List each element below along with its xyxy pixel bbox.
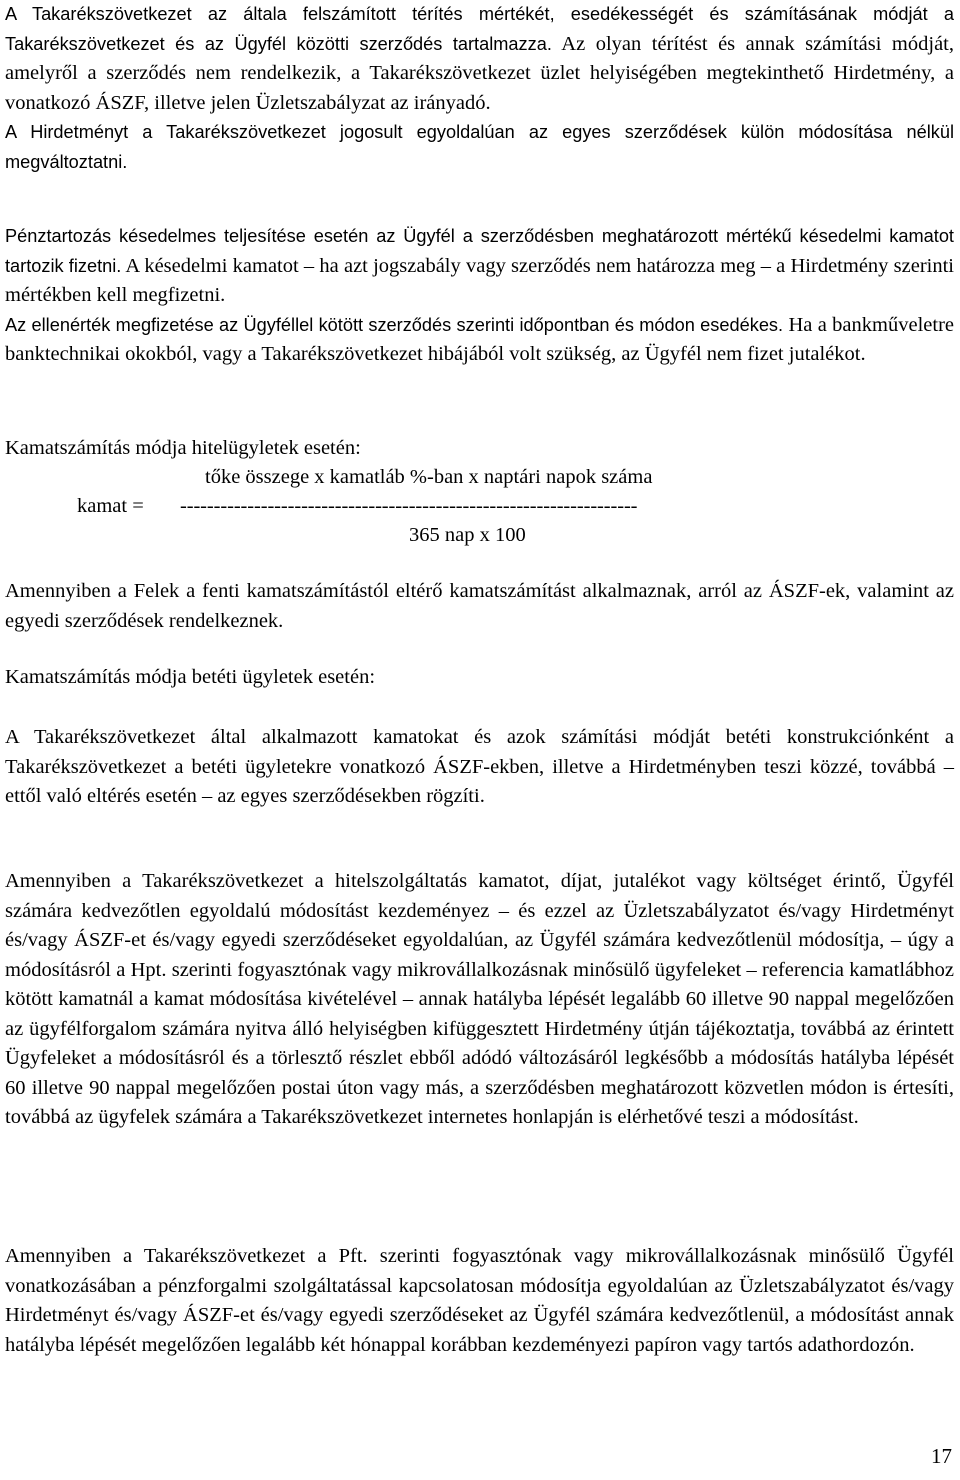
deposit-interest-paragraph: A Takarékszövetkezet által alkalmazott kamatokat és azok számítási módját betéti konstrukciónként a Takarékszövetkezet a betéti ügyletekre vonatkozó ÁSZF-ekben, illetve a Hirdetményben teszi közzé, továbbá – ettől való eltérés esetén – az egyes szerződésekben rögzíti. — [5, 726, 954, 807]
late-payment-paragraph — [5, 222, 954, 311]
section-deposit-interest — [5, 723, 954, 812]
fees-rest-text: Az olyan térítést és annak számítási módját, amelyről a szerződés nem rendelkezik, a Takarékszövetkezet üzlet helyiségében megtekinthető Hirdetmény, a vonatkozó ÁSZF, illetve jelen Üzletszabályzat az irányadó. — [5, 32, 954, 114]
formula-fraction-line: -------------------------------------------------------------------- — [180, 495, 638, 517]
section-alternative-calc — [5, 577, 954, 636]
payment-modification-paragraph: Amennyiben a Takarékszövetkezet a Pft. szerinti fogyasztónak vagy mikrovállalkozásnak minősülő Ügyfél vonatkozásában a pénzforgalmi szolgáltatással kapcsolatosan módosítja egyoldalúan az Üzletszabályzatot és/vagy Hirdetményt és/vagy ÁSZF-et és/vagy egyedi szerződéseket az Ügyfél számára kedvezőtlenül, a módosítást annak hatályba lépését megelőzően legalább két hónappal korábban kezdeményezi papíron vagy tartós adathordozón. — [5, 1245, 954, 1356]
page-number: 17 — [931, 1444, 952, 1468]
alternative-calc-paragraph: Amennyiben a Felek a fenti kamatszámítástól eltérő kamatszámítást alkalmaznak, arról az ÁSZF-ek, valamint az egyedi szerződések rendelkeznek. — [5, 580, 954, 632]
credit-modification-paragraph: Amennyiben a Takarékszövetkezet a hitelszolgáltatás kamatot, díjat, jutalékot vagy költséget érintő, Ügyfél számára kedvezőtlen egyoldalú módosítást kezdeményez – és ezzel az Üzletszabályzatot és/vagy Hirdetményt és/vagy ÁSZF-et és/vagy egyedi szerződéseket egyoldalúan, az Ügyfél számára kedvezőtlenül módosítja, – úgy a módosításról a Hpt. szerinti fogyasztónak vagy mikrovállalkozásnak minősülő ügyfeleket – referencia kamatlábhoz kötött kamatnál a kamat módosítása kivételével – annak hatályba lépését legalább 60 illetve 90 nappal megelőzően az ügyfélforgalom számára nyitva álló helyiségben kifüggesztett Hirdetmény útján tájékoztatja, továbbá az érintett Ügyfeleket a módosításról és a törlesztő részlet ebből adódó változásáról legkésőbb a módosítás hatályba lépését 60 illetve 90 nappal megelőzően postai úton vagy más, a szerződésben meghatározott közvetlen módon is értesíti, továbbá az ügyfelek számára a Takarékszövetkezet internetes honlapján is elérhetővé teszi a módosítást. — [5, 870, 954, 1128]
section-payment-modification — [5, 1242, 954, 1360]
section-fees — [5, 0, 954, 177]
fees-paragraph — [5, 0, 954, 118]
formula-lhs: kamat = — [77, 495, 144, 517]
section-late-payment — [5, 222, 954, 370]
formula-denominator: 365 nap x 100 — [409, 524, 526, 546]
late-payment-intro-text: Pénztartozás késedelmes teljesítése esetén az Ügyfél a szerződésben meghatározott mértékű késedelmi kamatot tartozik fizetni. — [5, 226, 954, 276]
loan-interest-heading: Kamatszámítás módja hitelügyletek esetén: — [5, 437, 361, 459]
announcement-paragraph: A Hirdetményt a Takarékszövetkezet jogosult egyoldalúan az egyes szerződések külön módosítása nélkül megváltoztatni. — [5, 122, 954, 172]
section-credit-modification — [5, 867, 954, 1133]
consideration-rest-text: Ha a bankműveletre banktechnikai okokból, vagy a Takarékszövetkezet hibájából volt szükség, az Ügyfél nem fizet jutalékot. — [5, 313, 954, 365]
late-payment-rest-text: A késedelmi kamatot – ha azt jogszabály vagy szerződés nem határozza meg – a Hirdetmény szerinti mértékben kell megfizetni. — [5, 254, 954, 306]
formula-numerator: tőke összege x kamatláb %-ban x naptári napok száma — [205, 466, 653, 488]
fees-intro-text: A Takarékszövetkezet az általa felszámított térítés mértékét, esedékességét és számításának módját a Takarékszövetkezet és az Ügyfél közötti szerződés tartalmazza. — [5, 4, 954, 54]
consideration-paragraph — [5, 311, 954, 370]
consideration-intro-text: Az ellenérték megfizetése az Ügyféllel kötött szerződés szerinti időpontban és módon esedékes. — [5, 314, 784, 335]
deposit-interest-heading: Kamatszámítás módja betéti ügyletek esetén: — [5, 666, 376, 688]
